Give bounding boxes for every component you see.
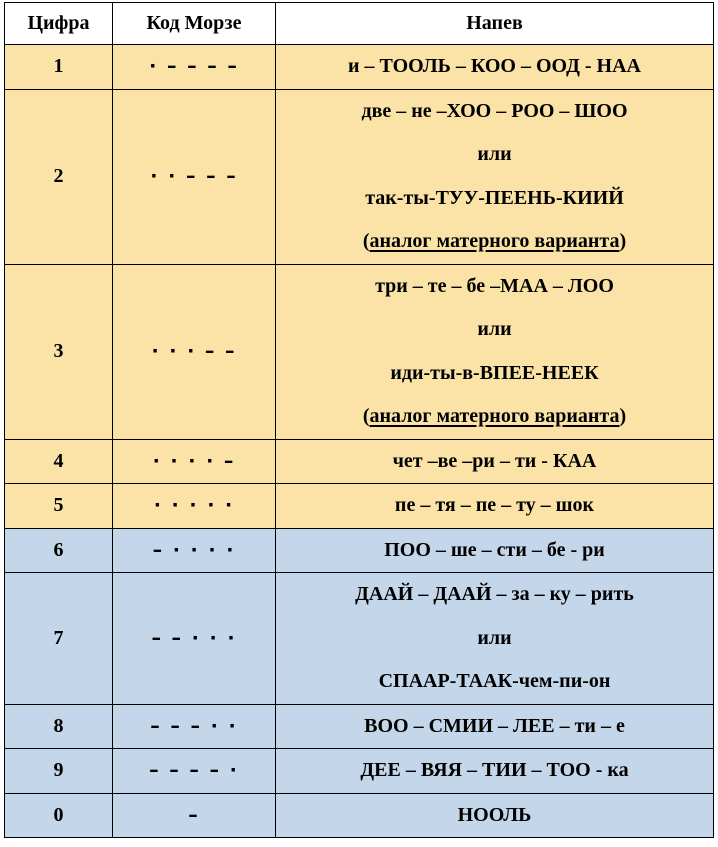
chant-note-paren: ( (362, 405, 370, 427)
table-row (5, 573, 714, 705)
chant-line: или (477, 143, 512, 165)
chant-note-paren: ) (619, 230, 627, 252)
morse-code-cell: – – – – · (113, 749, 276, 794)
chant-note-paren: ( (362, 230, 370, 252)
chant-note-underlined: аналог матерного варианта (369, 405, 620, 427)
digit-cell: 9 (5, 749, 113, 794)
morse-code-cell: · · · – – (113, 264, 276, 439)
chant-cell (276, 704, 714, 749)
morse-code-cell: – · · · · (113, 528, 276, 573)
header-digit: Цифра (5, 3, 113, 45)
chant-cell (276, 793, 714, 838)
morse-code-cell: – – · · · (113, 573, 276, 705)
morse-code-cell: · · – – – (113, 89, 276, 264)
digit-cell: 5 (5, 484, 113, 529)
chant-cell (276, 573, 714, 705)
digit-cell: 8 (5, 704, 113, 749)
morse-code-cell: · – – – – (113, 45, 276, 90)
table-body (5, 45, 714, 838)
digit-cell: 0 (5, 793, 113, 838)
chant-cell (276, 749, 714, 794)
header-chant: Напев (276, 3, 714, 45)
digit-cell: 4 (5, 439, 113, 484)
chant-cell (276, 439, 714, 484)
chant-line: чет –ве –ри – ти - КАА (392, 449, 597, 472)
chant-cell (276, 89, 714, 264)
table-row (5, 749, 714, 794)
chant-line: ДААЙ – ДААЙ – за – ку – рить (355, 583, 634, 605)
chant-cell (276, 45, 714, 90)
digit-cell: 1 (5, 45, 113, 90)
table-row (5, 793, 714, 838)
chant-line: НООЛЬ (457, 803, 532, 826)
table-row (5, 439, 714, 484)
chant-line: так-ты-ТУУ-ПЕЕНЬ-КИИЙ (365, 186, 624, 209)
digit-cell: 7 (5, 573, 113, 705)
chant-line: ПОО – ше – сти – бе - ри (384, 538, 605, 561)
chant-line: и – ТООЛЬ – КОО – ООД - НАА (348, 55, 641, 77)
chant-line (276, 395, 713, 439)
chant-cell (276, 264, 714, 439)
chant-line (276, 220, 713, 264)
morse-code-cell: – (113, 793, 276, 838)
chant-line: или (477, 626, 512, 649)
morse-code-cell: · · · · · (113, 484, 276, 529)
chant-line: пе – тя – пе – ту – шок (394, 494, 595, 516)
table-row (5, 704, 714, 749)
digit-cell: 3 (5, 264, 113, 439)
chant-line: или (477, 318, 512, 340)
table-row (5, 528, 714, 573)
table-row (5, 45, 714, 90)
chant-note-paren: ) (619, 405, 627, 427)
morse-code-cell: – – – · · (113, 704, 276, 749)
chant-line: ДЕЕ – ВЯЯ – ТИИ – ТОО - ка (360, 759, 629, 781)
chant-note-underlined: аналог матерного варианта (369, 230, 620, 252)
table-row (5, 264, 714, 439)
chant-line: ВОО – СМИИ – ЛЕЕ – ти – е (364, 714, 625, 737)
chant-cell (276, 484, 714, 529)
header-row (5, 3, 714, 45)
digit-cell: 6 (5, 528, 113, 573)
morse-code-cell: · · · · – (113, 439, 276, 484)
chant-line: СПААР-ТААК-чем-пи-он (378, 670, 611, 692)
chant-cell (276, 528, 714, 573)
chant-line: иди-ты-в-ВПЕЕ-НЕЕК (390, 361, 599, 384)
morse-digits-table (4, 2, 714, 838)
table-row (5, 484, 714, 529)
table-row (5, 89, 714, 264)
header-morse-code: Код Морзе (113, 3, 276, 45)
chant-line: две – не –ХОО – РОО – ШОО (361, 99, 628, 122)
chant-line: три – те – бе –МАА – ЛОО (375, 274, 614, 297)
digit-cell: 2 (5, 89, 113, 264)
